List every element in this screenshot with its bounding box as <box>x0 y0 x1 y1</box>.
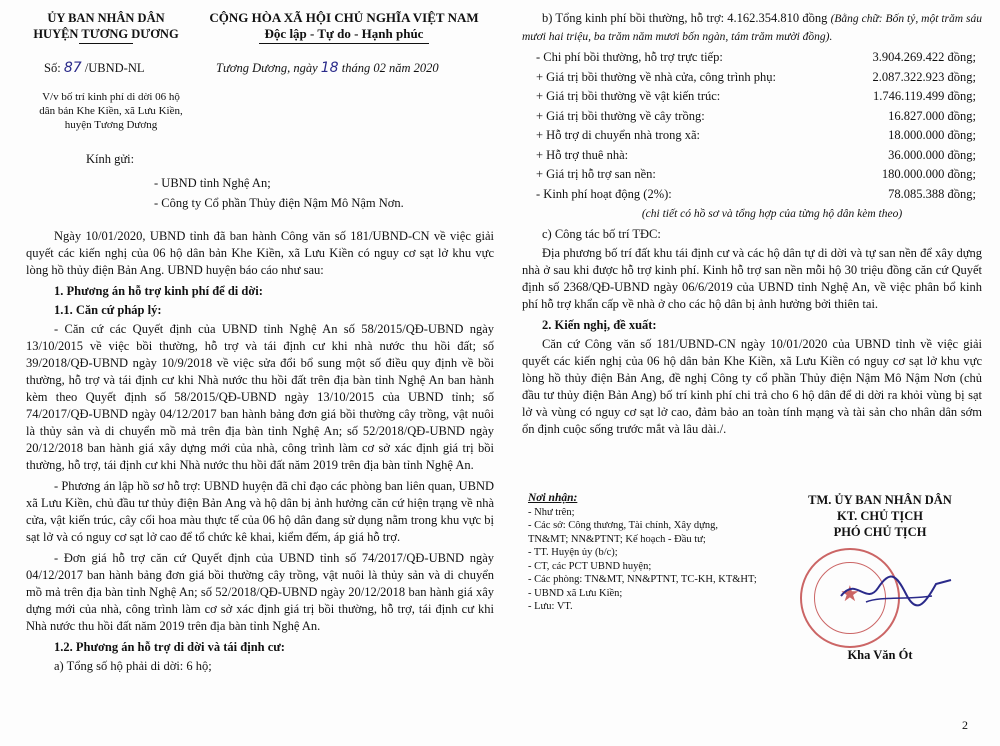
item-value: 78.085.388 đồng; <box>888 186 976 201</box>
item-label: + Hỗ trợ thuê nhà: <box>536 147 629 162</box>
total-cost-words: (Bằng chữ: Bốn tỷ, một trăm sáu mươi hai triệu, ba trăm năm mươi bốn ngàn, tám trăm mười đồng). <box>522 13 982 43</box>
item-value: 180.000.000 đồng; <box>881 167 976 182</box>
signer-name: Kha Văn Ót <box>847 648 913 662</box>
greeting: Kính gửi: <box>86 152 135 166</box>
item-label: - Kinh phí hoạt động (2%): <box>536 186 672 201</box>
receiver-line: - Lưu: VT. <box>528 601 573 612</box>
document-date <box>216 60 439 76</box>
proposal-paragraph: Căn cứ Công văn số 181/UBND-CN ngày 10/01/2020 của UBND tỉnh về việc giải quyết các kiến nghị của 06 hộ dân bản Khe Kiền, xã Lưu Kiền có nguy cơ sạt lở khu vực lòng hồ thủy điện Bản Ang, đề nghị Công ty cổ phần Thủy điện Nậm Mô Nậm Nơn (chủ đầu tư thủy điện Bản Ang) bố trí kinh phí chi trả cho 6 hộ dân để di dời ra khỏi vùng bị sạt lở và vùng có nguy cơ sạt lở cao, đảm bảo an toàn tính mạng và tài sản cho nhân dân sớm ổn định cuộc sống trước mắt và lâu dài./. <box>522 337 982 436</box>
item-label: + Giá trị bồi thường về nhà cửa, công trình phụ: <box>536 69 777 84</box>
motto-underline <box>259 43 429 44</box>
national-motto: Độc lập - Tự do - Hạnh phúc <box>264 26 424 41</box>
list-item <box>522 87 982 107</box>
recipient-1: - UBND tỉnh Nghệ An; <box>154 176 271 190</box>
item-label: + Giá trị bồi thường về vật kiến trúc: <box>536 89 721 104</box>
handwritten-signature-icon <box>836 566 956 616</box>
seal-star-icon: ★ <box>840 582 860 607</box>
total-cost <box>522 10 982 46</box>
legal-basis-paragraph: - Căn cứ các Quyết định của UBND tỉnh Nghệ An số 58/2015/QĐ-UBND ngày 13/10/2015 về việc bồi thường, hỗ trợ và tái định cư khi nhà nước thu hồi đất; số 39/2018/QĐ-UBND ngày 10/9/2018 về việc sửa đổi bổ sung một số điều quy định về bồi thường, hỗ trợ và tái định cư khi Nhà nước thu hồi đất trên địa bàn tỉnh Nghệ An ban hành kèm theo Quyết định số 58/2015/QĐ-UBND ngày 13/10/2015 của UBND tỉnh; số 74/2017/QĐ-UBND ngày 04/12/2017 ban hành bảng đơn giá bồi thường cây trồng, vật nuôi là thủy sản và di chuyển mồ mả trên địa bàn tỉnh Nghệ An; số 52/2018/QĐ-UBND ngày 20/12/2018 ban hành giá xây dựng mới của nhà, công trình làm cơ sở xác định giá trị bồi thường, hỗ trợ, tái định cư khi Nhà nước thu hồi đất năm 2019 trên địa bàn tỉnh Nghệ An. <box>26 322 494 472</box>
subject-line-1: V/v bố trí kinh phí di dời 06 hộ <box>42 91 180 103</box>
intro-paragraph: Ngày 10/01/2020, UBND tỉnh đã ban hành Công văn số 181/UBND-CN về việc giải quyết các kiến nghị của 06 hộ dân bản Khe Kiền, xã Lưu Kiền có nguy cơ sạt lở khu vực lòng hồ thủy điện Bản Ang. UBND huyện báo cáo như sau: <box>26 229 494 277</box>
signature-line-3: PHÓ CHỦ TỊCH <box>833 525 927 539</box>
item-value: 18.000.000 đồng; <box>888 128 976 143</box>
org-line-1: ỦY BAN NHÂN DÂN <box>47 11 165 25</box>
receiver-line: - CT, các PCT UBND huyện; <box>528 560 652 572</box>
subject-line-2: dân bản Khe Kiền, xã Lưu Kiền, <box>39 105 183 117</box>
docno-handwritten: 87 <box>63 60 82 76</box>
date-day-handwritten: 18 <box>320 60 339 76</box>
subject-summary <box>26 90 196 132</box>
cost-breakdown-list <box>522 48 982 204</box>
household-count: a) Tổng số hộ phải di dời: 6 hộ; <box>54 659 212 673</box>
list-item <box>522 185 982 205</box>
item-value: 36.000.000 đồng; <box>888 147 976 162</box>
org-line-2: HUYỆN TƯƠNG DƯƠNG <box>33 27 179 41</box>
list-item <box>522 146 982 166</box>
resettlement-paragraph: Địa phương bố trí đất khu tái định cư và các hộ dân tự di dời và tự san nền để xây dựng nhà ở sau khi được hỗ trợ kinh phí. Kinh hỗ trợ san nền mỗi hộ 30 triệu đồng căn cứ Quyết định số 2368/QĐ-UBND ngày 06/6/2019 của UBND tỉnh Nghệ An, về việc phân bổ kinh phí hỗ trợ khẩn cấp về nhà ở cho các hộ dân bị ảnh hưởng bởi thiên tai. <box>522 246 982 311</box>
list-item <box>522 165 982 185</box>
section-1-1-heading: 1.1. Căn cứ pháp lý: <box>54 303 162 317</box>
receivers-block <box>528 492 768 614</box>
resettlement-heading: c) Công tác bố trí TĐC: <box>542 227 661 241</box>
item-label: - Chi phí bồi thường, hỗ trợ trực tiếp: <box>536 50 723 65</box>
item-label: + Giá trị bồi thường về cây trồng: <box>536 108 705 123</box>
list-item <box>522 126 982 146</box>
national-title <box>194 10 494 44</box>
item-label: + Hỗ trợ di chuyển nhà trong xã: <box>536 128 700 143</box>
recipient-2: - Công ty Cổ phần Thủy điện Nậm Mô Nậm Nơn. <box>154 196 404 210</box>
subject-line-3: huyện Tương Dương <box>64 119 158 131</box>
receiver-line: - Các sở: Công thương, Tài chính, Xây dựng, <box>528 520 718 531</box>
item-value: 1.746.119.499 đồng; <box>872 89 976 104</box>
receiver-line: - TT. Huyện ủy (b/c); <box>528 547 618 558</box>
receiver-line: - Các phòng: TN&MT, NN&PTNT, TC-KH, KT&HT; <box>528 574 757 585</box>
item-label: + Giá trị hỗ trợ san nền: <box>536 167 656 182</box>
signature-line-2: KT. CHỦ TỊCH <box>836 509 923 523</box>
docno-prefix: Số: <box>44 61 61 75</box>
right-column <box>522 10 982 440</box>
item-value: 2.087.322.923 đồng; <box>872 69 976 84</box>
date-suffix: tháng 02 năm 2020 <box>341 61 439 75</box>
section-2-heading: 2. Kiến nghị, đề xuất: <box>542 318 657 332</box>
list-item <box>522 48 982 68</box>
items-note: (chi tiết có hồ sơ và tổng hợp của từng hộ dân kèm theo) <box>641 208 903 220</box>
nation-name: CỘNG HÒA XÃ HỘI CHỦ NGHĨA VIỆT NAM <box>209 10 479 25</box>
date-prefix: Tương Dương, ngày <box>216 61 318 75</box>
receiver-line: TN&MT; NN&PTNT; Kế hoạch - Đầu tư; <box>528 533 706 545</box>
receiver-line: - Như trên; <box>528 506 575 518</box>
org-underline <box>79 43 133 44</box>
receivers-title: Nơi nhận: <box>528 492 578 504</box>
docno-suffix: /UBND-NL <box>84 61 145 75</box>
body-left <box>26 228 494 679</box>
dossier-plan-paragraph: - Phương án lập hồ sơ hỗ trợ: UBND huyện đã chỉ đạo các phòng ban liên quan, UBND xã Lưu Kiền, chủ đầu tư thủy điện Bản Ang và hộ dân bị ảnh hưởng căn cứ hiện trạng về nhà cửa, vật kiến trúc, cây cối hoa màu thực tế của 06 hộ dân đang sử dụng nằm trong khu vực bị sạt lở và có nguy cơ sạt lở cao để tổ chức kê khai, kiểm đếm, áp giá hỗ trợ. <box>26 479 494 544</box>
list-item <box>522 68 982 88</box>
list-item <box>522 107 982 127</box>
document-header <box>26 10 494 150</box>
signature-block <box>770 492 990 540</box>
section-1-2-heading: 1.2. Phương án hỗ trợ di dời và tái định cư: <box>54 640 285 654</box>
section-1-heading: 1. Phương án hỗ trợ kinh phí để di dời: <box>54 284 263 298</box>
unit-price-paragraph: - Đơn giá hỗ trợ căn cứ Quyết định của UBND tỉnh số 74/2017/QĐ-UBND ngày 04/12/2017 ban hành bảng đơn giá bồi thường cây trồng, vật nuôi là thủy sản và di chuyển mồ mả trên địa bàn tỉnh Nghệ An; số 52/2018/QĐ-UBND ngày 20/12/2018 ban hành giá xây dựng mới của nhà, công trình làm cơ sở xác định giá trị bồi thường, hỗ trợ, tái định cư khi Nhà nước thu hồi đất năm 2019 trên địa bàn tỉnh Nghệ An. <box>26 551 494 633</box>
receiver-line: - UBND xã Lưu Kiền; <box>528 587 623 599</box>
page-number: 2 <box>962 718 968 732</box>
issuing-organization <box>26 10 186 44</box>
item-value: 16.827.000 đồng; <box>888 108 976 123</box>
item-value: 3.904.269.422 đồng; <box>872 50 976 65</box>
left-column <box>26 10 494 673</box>
document-number <box>44 60 144 76</box>
signature-line-1: TM. ỦY BAN NHÂN DÂN <box>808 493 952 507</box>
total-cost-text: b) Tổng kinh phí bồi thường, hỗ trợ: 4.162.354.810 đồng <box>542 11 828 25</box>
